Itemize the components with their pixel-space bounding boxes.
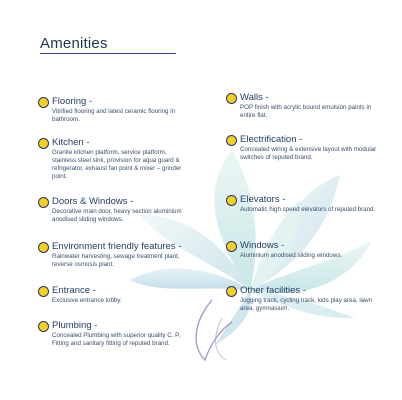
bullet-icon	[226, 195, 237, 206]
amenity-description: Concealed wiring & extensive layout with modular switches of reputed brand.	[240, 146, 377, 161]
title-underline	[40, 53, 176, 54]
bullet-icon	[226, 135, 237, 146]
amenity-description: Automatic high speed elevators of reputed brand.	[240, 206, 376, 213]
bullet-icon	[38, 138, 49, 149]
amenity-title: Windows -	[240, 240, 285, 251]
amenity-description: Exclusive entrance lobby.	[52, 297, 122, 304]
amenity-title: Doors & Windows -	[52, 196, 134, 207]
amenity-title: Electrification -	[240, 134, 303, 145]
bullet-icon	[226, 93, 237, 104]
amenity-description: Vitrified flooring and latest ceramic flooring in bathroom.	[52, 108, 176, 123]
bullet-icon	[38, 197, 49, 208]
amenity-title: Elevators -	[240, 194, 286, 205]
amenity-description: Rainwater harvesting, sewage treatment plant, reverse osmosis plant.	[52, 253, 180, 268]
bullet-icon	[226, 241, 237, 252]
amenity-description: Aluminium anodised sliding windows.	[240, 252, 343, 259]
amenity-description: Jogging track, cycling track, kids play area, lawn area, gymnasium.	[240, 297, 373, 312]
amenity-description: Concealed Plumbing with superior quality C. P. Fitting and sanitary fitting of reputed brand.	[52, 332, 181, 347]
amenity-title: Entrance -	[52, 285, 96, 296]
bullet-icon	[226, 286, 237, 297]
amenity-title: Kitchen -	[52, 137, 90, 148]
bullet-icon	[38, 321, 49, 332]
amenity-description: POP finish with acrylic bound emulsion paints in entire flat.	[240, 104, 372, 119]
amenity-description: Granite kitchen platform, service platform, stainless steel sink, provision for aqua guard & refrigerator, exhaust fan point & mixer – grinder point.	[52, 149, 182, 180]
amenity-title: Flooring -	[52, 96, 93, 107]
bullet-icon	[38, 97, 49, 108]
amenity-title: Plumbing -	[52, 320, 98, 331]
bullet-icon	[38, 286, 49, 297]
bullet-icon	[38, 242, 49, 253]
page-title: Amenities	[40, 35, 108, 52]
amenity-title: Walls -	[240, 92, 269, 103]
amenity-title: Environment friendly features -	[52, 241, 182, 252]
amenity-title: Other facilities -	[240, 285, 306, 296]
amenity-description: Decorative main door, heavy section aluminium anodised sliding windows.	[52, 208, 182, 223]
